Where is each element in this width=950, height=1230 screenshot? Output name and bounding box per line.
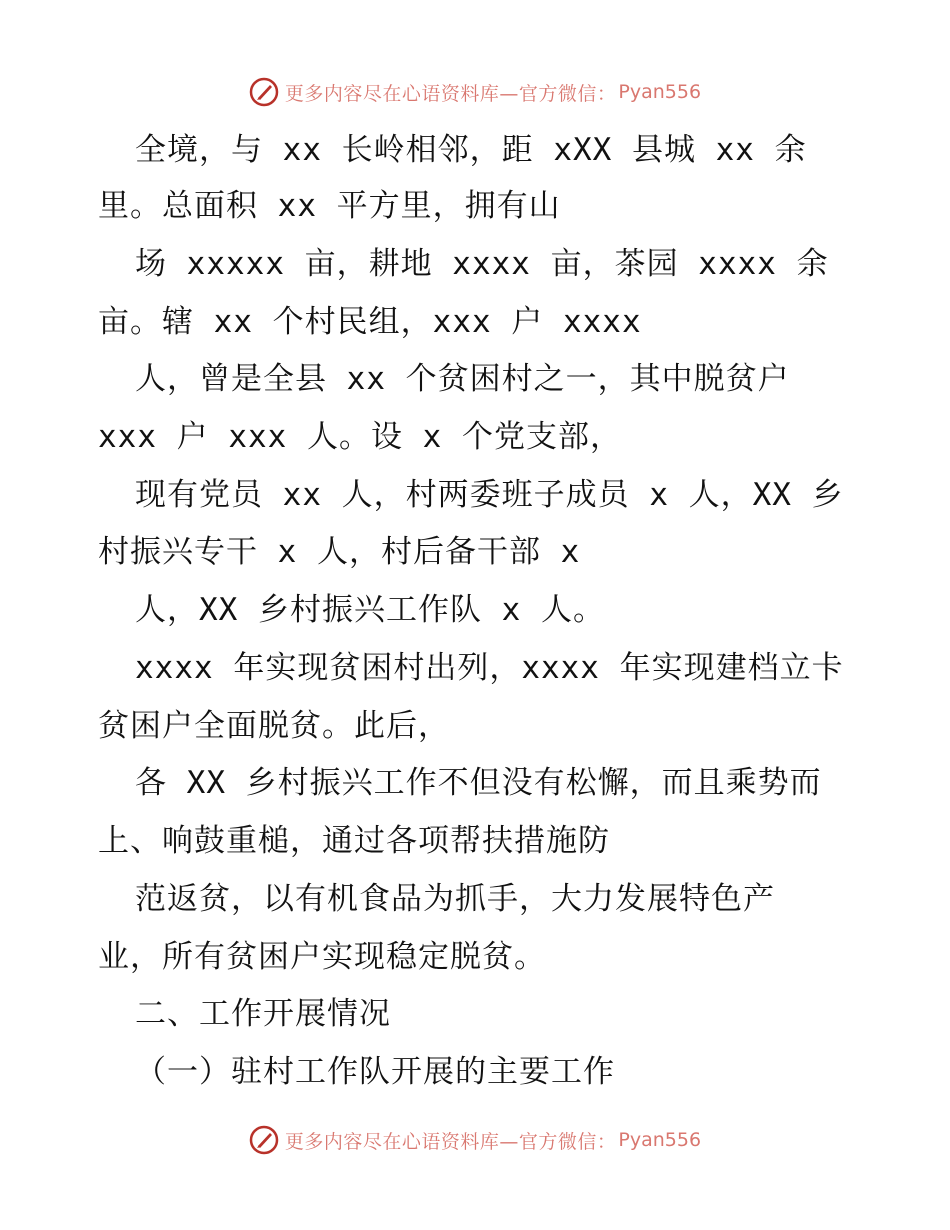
footer-watermark-banner <box>0 1120 950 1160</box>
section-heading: 二、工作开展情况 <box>135 996 391 1032</box>
paragraph-line: 现有党员 xx 人，村两委班子成员 x 人，XX 乡 <box>135 477 844 513</box>
paragraph-line: 业，所有贫困户实现稳定脱贫。 <box>98 939 546 975</box>
paragraph-line: 上、响鼓重槌，通过各项帮扶措施防 <box>98 823 610 859</box>
paragraph-line: 全境，与 xx 长岭相邻，距 xXX 县城 xx 余 <box>135 132 807 168</box>
paragraph-line: 村振兴专干 x 人，村后备干部 x <box>98 534 581 570</box>
paragraph-line: xxx 户 xxx 人。设 x 个党支部， <box>98 419 622 455</box>
header-watermark-banner <box>0 72 950 112</box>
banner-wechat-id: Pyan556 <box>618 81 702 103</box>
paragraph-line: 各 XX 乡村振兴工作不但没有松懈，而且乘势而 <box>135 765 822 801</box>
banner-wechat-id: Pyan556 <box>618 1129 702 1151</box>
paragraph-line: 人，曾是全县 xx 个贫困村之一，其中脱贫户 <box>135 361 790 397</box>
paragraph-line: xxxx 年实现贫困村出列，xxxx 年实现建档立卡 <box>135 650 844 686</box>
paragraph-line: 亩。辖 xx 个村民组，xxx 户 xxxx <box>98 304 642 340</box>
paragraph-line: 贫困户全面脱贫。此后， <box>98 708 450 744</box>
paragraph-line: 范返贫，以有机食品为抓手，大力发展特色产 <box>135 881 775 917</box>
banner-text: 更多内容尽在心语资料库—官方微信： <box>284 1130 617 1153</box>
paragraph-line: 场 xxxxx 亩，耕地 xxxx 亩，茶园 xxxx 余 <box>135 246 829 282</box>
banner-text: 更多内容尽在心语资料库—官方微信： <box>284 82 617 105</box>
quill-pen-logo-icon <box>249 77 279 107</box>
paragraph-line: 里。总面积 xx 平方里，拥有山 <box>98 188 561 224</box>
quill-pen-logo-icon <box>249 1125 279 1155</box>
paragraph-line: 人，XX 乡村振兴工作队 x 人。 <box>135 592 605 628</box>
subsection-heading: （一）驻村工作队开展的主要工作 <box>135 1054 615 1090</box>
